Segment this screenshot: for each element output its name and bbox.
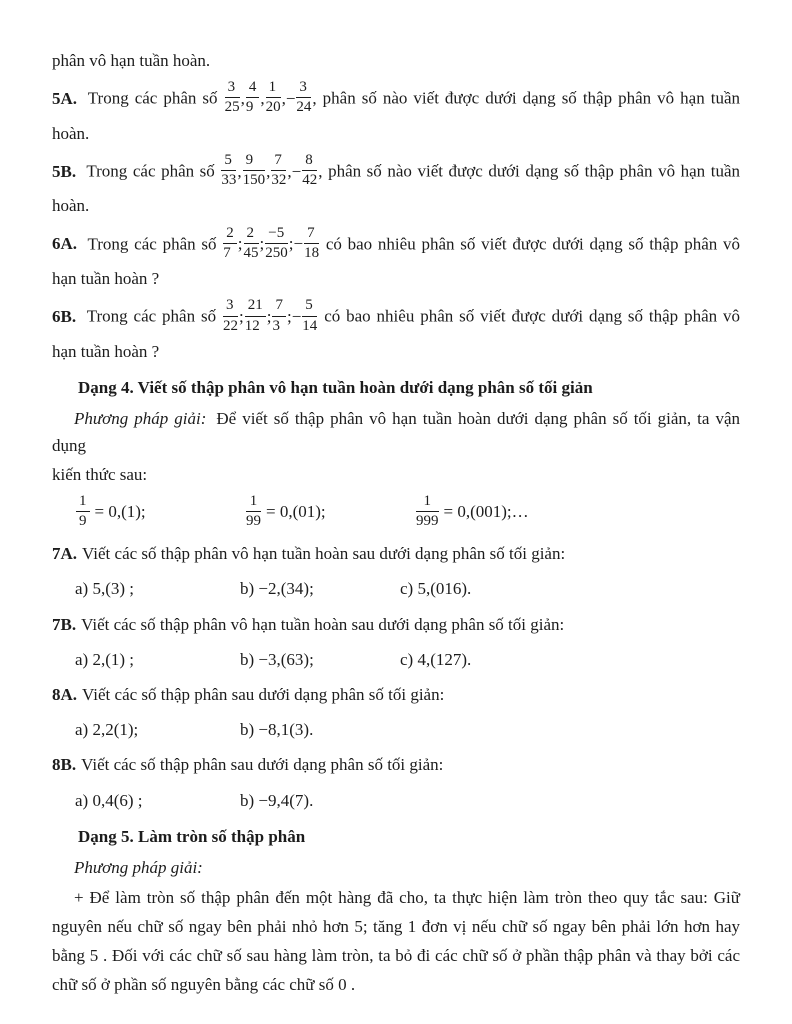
item-a: a) 0,4(6) ; [75,790,143,810]
fraction: $\frac{21}{12}$ ; [244,297,272,334]
problem-5a-line [52,81,740,119]
fraction: $\frac{1}{20}$ , [265,79,286,116]
problem-7a-title [52,540,740,567]
dang5-rule-paragraph: + Để làm tròn số thập phân đến một hàng đã cho, ta thực hiện làm tròn theo quy tắc sau: Giữ nguyên nếu chữ số ngay bên phải nhỏ hơn 5; tăng 1 đơn vị nếu chữ số ngay bên phải lớn hơn hay bằng 5 . Đối với các chữ số sau hàng làm tròn, ta bỏ đi các chữ số ở phần thập phân và thay bởi các chữ số ở phần số nguyên bằng các chữ số 0 . [52,888,740,994]
problem-8a-label: 8A. [52,684,78,704]
problem-5b-intro: Trong các phân số [86,161,215,181]
formula-1: $\frac{1}{9}$ = 0,(1); [75,495,245,533]
fraction: $\frac{7}{3}$ ; [272,297,292,334]
problem-7b-title [52,611,740,638]
problem-6b-label: 6B. [52,306,77,326]
fraction: − $\frac{8}{42}$ , [291,151,323,189]
problem-8b-label: 8B. [52,755,77,775]
problem-5a-intro: Trong các phân số [87,88,218,108]
section-heading-dang5: Dạng 5. Làm tròn số thập phân [78,826,306,846]
item-a: a) 5,(3) ; [75,579,135,599]
fraction: − $\frac{7}{18}$ [293,224,320,261]
problem-6b-after: có bao nhiêu phân số viết được dưới dạng số thập phân vô [324,306,741,326]
fraction: $\frac{3}{22}$ ; [223,297,244,334]
problem-8b-text: Viết các số thập phân sau dưới dạng phân số tối giản: [81,755,444,775]
problem-5a-after: phân số nào viết được dưới dạng số thập phân vô hạn tuần [322,88,741,108]
problem-6b-intro: Trong các phân số [86,306,217,326]
problem-6a-after: có bao nhiêu phân số viết được dưới dạng số thập phân vô [325,234,741,254]
item-c: c) 4,(127). [400,649,472,669]
dang4-method-line [52,405,740,459]
formula-3: $\frac{1}{999}$ = 0,(001);… [416,492,529,529]
dang5-method-line [52,854,740,881]
item-a: a) 2,(1) ; [75,649,135,669]
formula-row [52,492,740,533]
item-a: a) 2,2(1); [75,720,139,740]
problem-5b-label: 5B. [52,161,77,181]
fraction: $\frac{2}{7}$ ; [223,224,243,261]
method-label: Phương pháp giải: [74,409,207,429]
fraction: $\frac{-5}{250}$ ; [265,224,294,261]
problem-6b-cont: hạn tuần hoàn ? [52,341,160,361]
problem-6a-cont: hạn tuần hoàn ? [52,269,160,289]
item-b: b) −8,1(3). [240,720,314,740]
problem-6a-label: 6A. [52,234,78,254]
problem-6a-line [52,224,741,265]
problem-6a-intro: Trong các phân số [87,234,217,254]
problem-5a-label: 5A. [52,88,78,108]
problem-7b-text: Viết các số thập phân vô hạn tuần hoàn sau dưới dạng phân số tối giản: [81,614,565,634]
dang4-method-text: Để viết số thập phân vô hạn tuần hoàn dưới dạng phân số tối giản, ta vận dụng [52,409,741,456]
fraction: $\frac{3}{25}$ , [224,79,245,116]
item-b: b) −9,4(7). [240,790,314,810]
item-b: b) −3,(63); [240,649,314,669]
dang4-method-cont: kiến thức sau: [52,464,148,484]
problem-7a-text: Viết các số thập phân vô hạn tuần hoàn sau dưới dạng phân số tối giản: [82,544,566,564]
item-b: b) −2,(34); [240,579,314,599]
problem-5b-line [52,151,741,192]
problem-7a-label: 7A. [52,544,78,564]
method-label: Phương pháp giải: [74,857,203,877]
problem-7b-label: 7B. [52,614,77,634]
fraction: $\frac{5}{33}$ , [221,151,242,189]
item-c: c) 5,(016). [400,579,472,599]
problem-8b-title [52,751,740,778]
fraction: $\frac{7}{32}$ , [271,151,292,189]
problem-5b-cont: hoàn. [52,196,90,216]
problem-8a-text: Viết các số thập phân sau dưới dạng phân số tối giản: [82,684,445,704]
fraction: $\frac{2}{45}$ ; [243,224,265,261]
fraction: − $\frac{5}{14}$ [291,297,318,334]
section-heading-dang4: Dạng 4. Viết số thập phân vô hạn tuần hoàn dưới dạng phân số tối giản [78,377,593,397]
problem-8b-items [52,787,740,814]
formula-2: $\frac{1}{99}$ = 0,(01); [246,492,326,529]
fraction: − $\frac{3}{24}$ , [285,79,317,116]
fraction: $\frac{9}{150}$ , [242,151,271,189]
problem-8a-title [52,681,740,708]
problem-5a-cont: hoàn. [52,123,90,143]
problem-5b-after: phân số nào viết được dưới dạng số thập phân vô hạn tuần [328,161,741,181]
problem-6b-line [52,299,740,337]
top-carryover-line: phân vô hạn tuần hoàn. [52,51,211,70]
problem-7a-items [52,575,740,602]
fraction: $\frac{4}{9}$ , [245,79,265,116]
problem-8a-items [52,716,740,743]
problem-7b-items [52,646,740,673]
